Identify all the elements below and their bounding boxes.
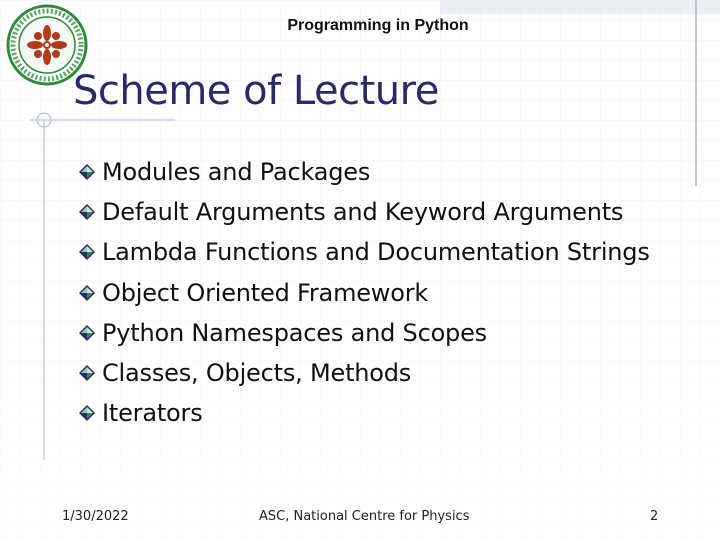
bullet-item (78, 353, 650, 393)
diamond-bullet-icon (78, 284, 96, 302)
slide-title: Scheme of Lecture (73, 68, 439, 114)
diamond-bullet-icon (78, 404, 96, 422)
bullet-text: Iterators (102, 399, 203, 428)
bullet-item (78, 232, 650, 272)
bullet-text: Default Arguments and Keyword Arguments (102, 198, 624, 227)
bullet-text: Lambda Functions and Documentation Strings (102, 238, 650, 267)
header-title: Programming in Python (287, 17, 469, 34)
bullet-item (78, 192, 650, 232)
footer-date: 1/30/2022 (62, 509, 129, 524)
bullet-text: Classes, Objects, Methods (102, 359, 412, 388)
bullet-text: Object Oriented Framework (102, 278, 429, 307)
diamond-bullet-icon (78, 324, 96, 342)
diamond-bullet-icon (78, 243, 96, 261)
diamond-bullet-icon (78, 364, 96, 382)
bullet-item (78, 393, 650, 433)
bullet-item (78, 152, 650, 192)
bullet-text: Modules and Packages (102, 158, 371, 187)
page-number: 2 (650, 509, 659, 524)
diamond-bullet-icon (78, 203, 96, 221)
bullet-list (78, 152, 650, 433)
bullet-item (78, 313, 650, 353)
bullet-text: Python Namespaces and Scopes (102, 318, 487, 347)
diamond-bullet-icon (78, 163, 96, 181)
footer-organization: ASC, National Centre for Physics (259, 509, 470, 524)
bullet-item (78, 273, 650, 313)
